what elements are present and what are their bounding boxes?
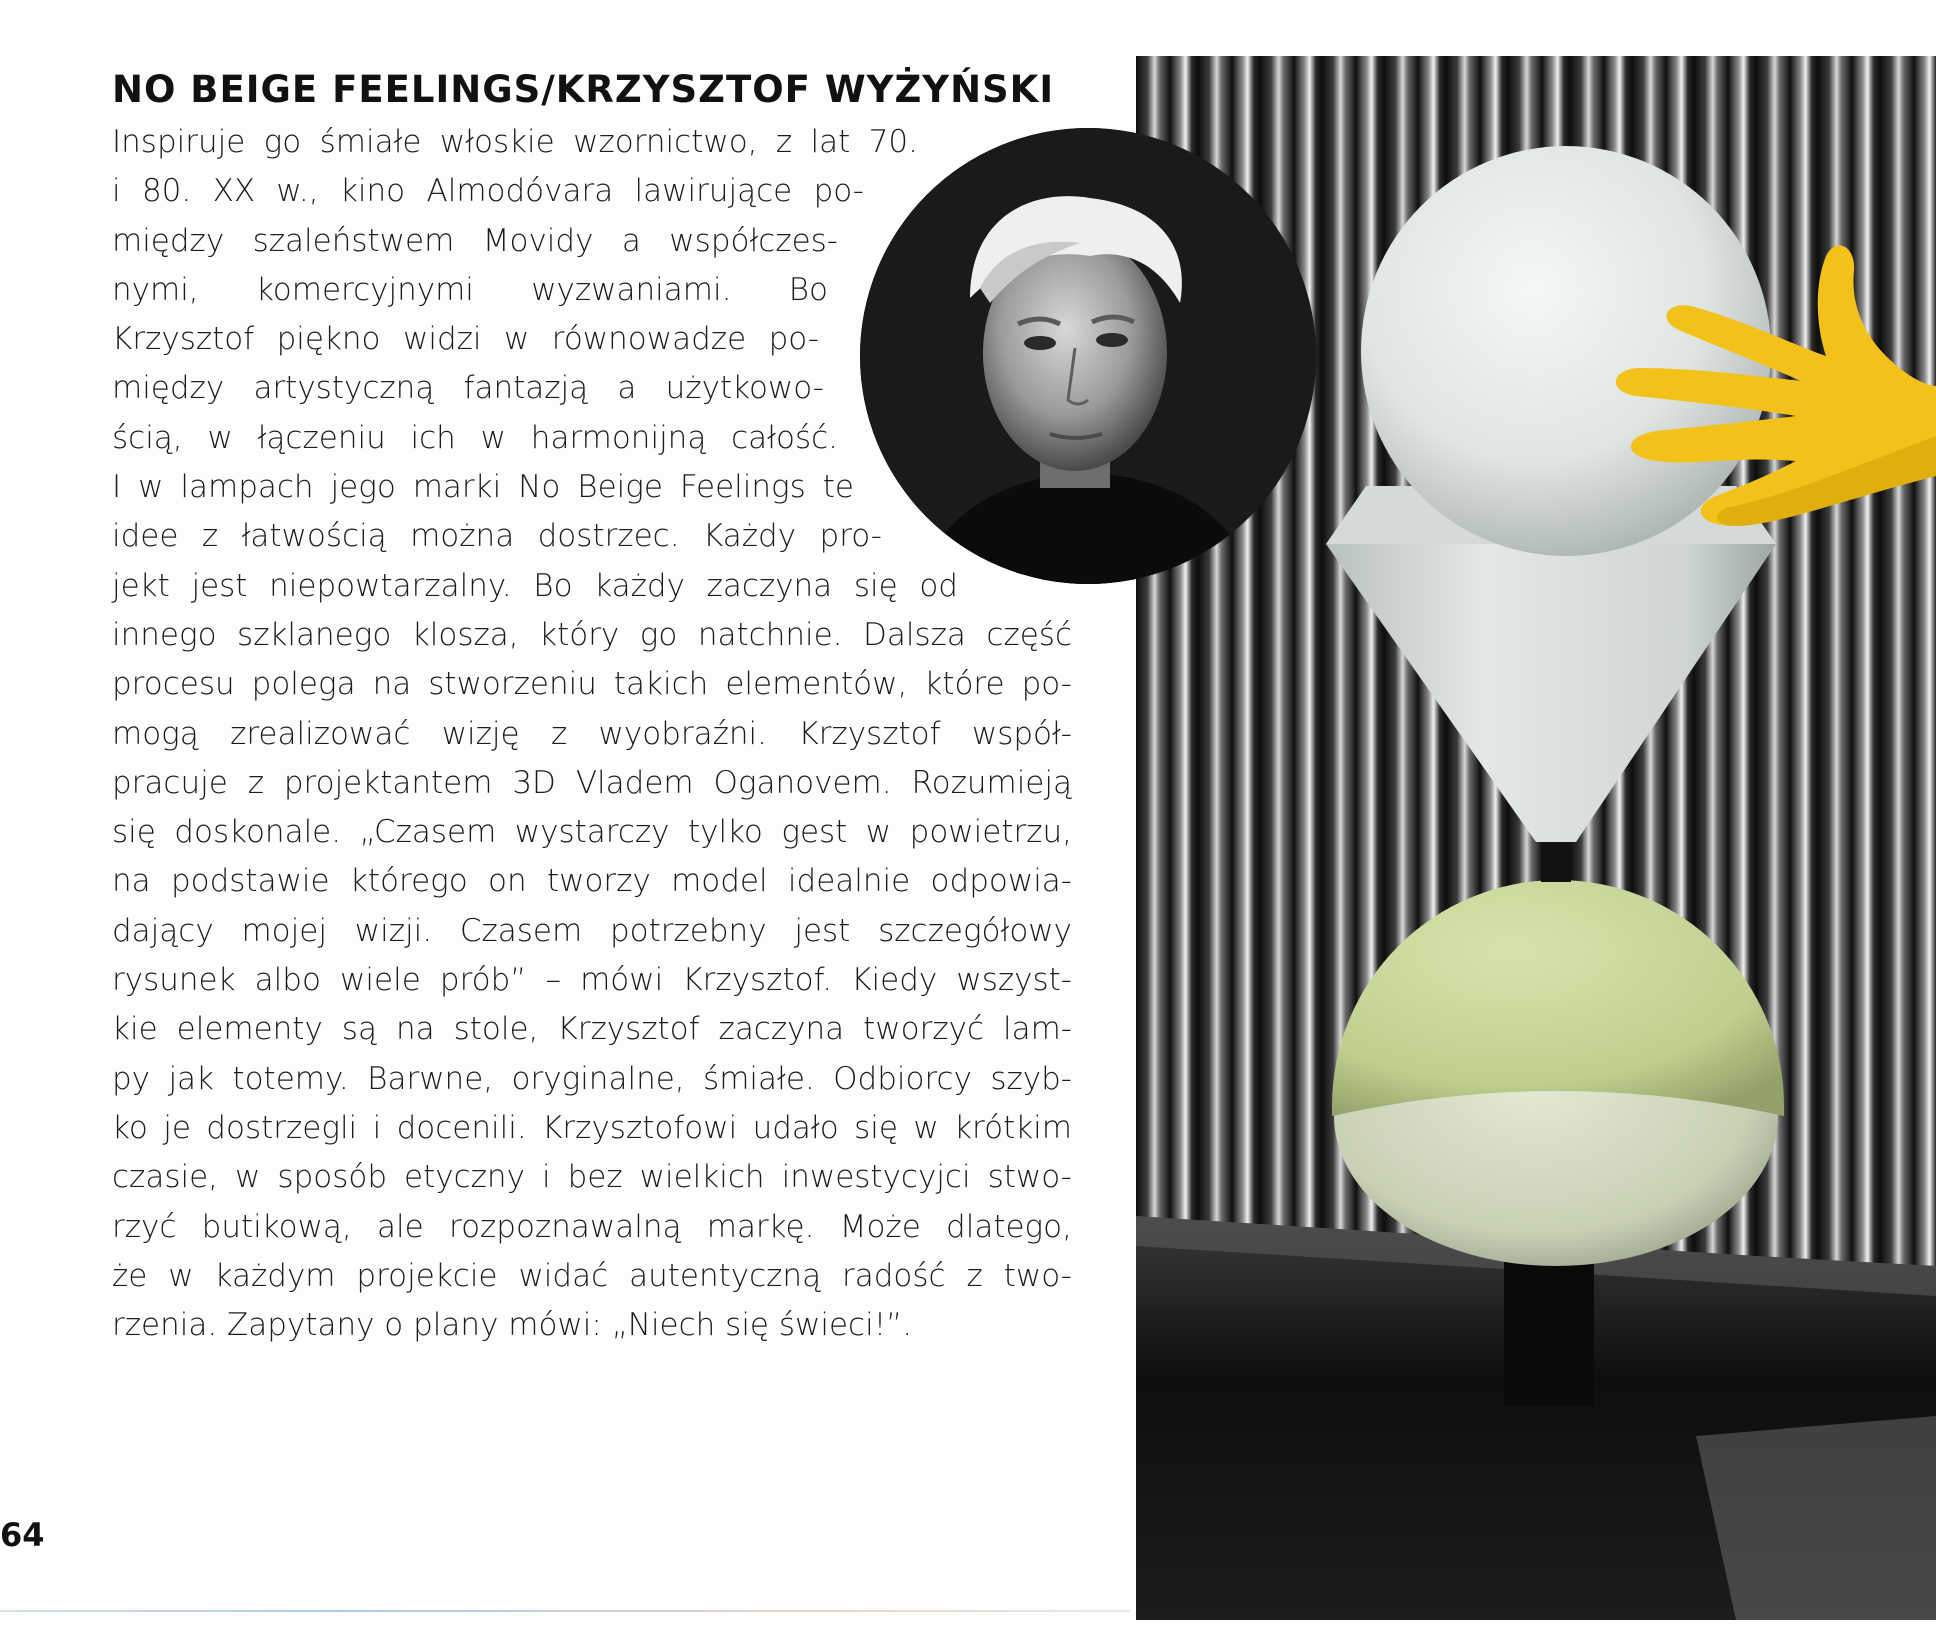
body-line: jekt jest niepowtarzalny. Bo każdy zaczyna się od bbox=[112, 567, 958, 604]
body-line: rysunek albo wiele prób” – mówi Krzysztof. Kiedy wszyst- bbox=[112, 962, 1072, 999]
designer-portrait bbox=[860, 128, 1316, 584]
body-line: na podstawie którego on tworzy model idealnie odpowia- bbox=[112, 863, 1072, 900]
body-line: między artystyczną fantazją a użytkowo- bbox=[112, 370, 824, 407]
body-line: idee z łatwością można dostrzec. Każdy pro- bbox=[112, 518, 882, 555]
body-line: kie elementy są na stole, Krzysztof zaczyna tworzyć lam- bbox=[112, 1011, 1072, 1048]
body-line: czasie, w sposób etyczny i bez wielkich inwestycyjci stwo- bbox=[112, 1159, 1072, 1196]
body-line: Inspiruje go śmiałe włoskie wzornictwo, z lat 70. bbox=[112, 124, 918, 160]
body-line: ścią, w łączeniu ich w harmonijną całość. bbox=[112, 419, 838, 456]
body-line: że w każdym projekcie widać autentyczną radość z two- bbox=[112, 1257, 1072, 1294]
body-line: procesu polega na stworzeniu takich elementów, które po- bbox=[112, 666, 1072, 703]
body-line: ko je dostrzegli i docenili. Krzysztofowi udało się w krótkim bbox=[112, 1109, 1072, 1146]
article-title: NO BEIGE FEELINGS/KRZYSZTOF WYŻYŃSKI bbox=[112, 68, 1055, 111]
body-line: i 80. XX w., kino Almodóvara lawirujące po- bbox=[112, 173, 864, 210]
lamp-upper-globe bbox=[1361, 146, 1771, 556]
body-line: py jak totemy. Barwne, oryginalne, śmiałe. Odbiorcy szyb- bbox=[112, 1060, 1072, 1097]
body-line: mogą zrealizować wizję z wyobraźni. Krzysztof współ- bbox=[112, 715, 1072, 752]
body-line: rzenia. Zapytany o plany mówi: „Niech się świeci!”. bbox=[112, 1307, 913, 1344]
body-line: Krzysztof piękno widzi w równowadze po- bbox=[112, 321, 819, 358]
body-line: I w lampach jego marki No Beige Feelings te bbox=[112, 469, 854, 506]
page-number: 64 bbox=[0, 1516, 45, 1554]
body-line: pracuje z projektantem 3D Vladem Oganovem. Rozumieją bbox=[112, 764, 1072, 801]
body-line: między szaleństwem Movidy a współczes- bbox=[112, 222, 838, 259]
body-line: dający mojej wizji. Czasem potrzebny jest szczegółowy bbox=[112, 912, 1072, 949]
portrait-illustration bbox=[860, 128, 1316, 584]
body-line: rzyć butikową, ale rozpoznawalną markę. Może dlatego, bbox=[112, 1208, 1072, 1245]
body-line: nymi, komercyjnymi wyzwaniami. Bo bbox=[112, 271, 828, 308]
body-line: się doskonale. „Czasem wystarczy tylko gest w powietrzu, bbox=[112, 814, 1072, 851]
page-bottom-rule bbox=[0, 1610, 1130, 1612]
body-line: innego szklanego klosza, który go natchnie. Dalsza część bbox=[112, 616, 1072, 653]
